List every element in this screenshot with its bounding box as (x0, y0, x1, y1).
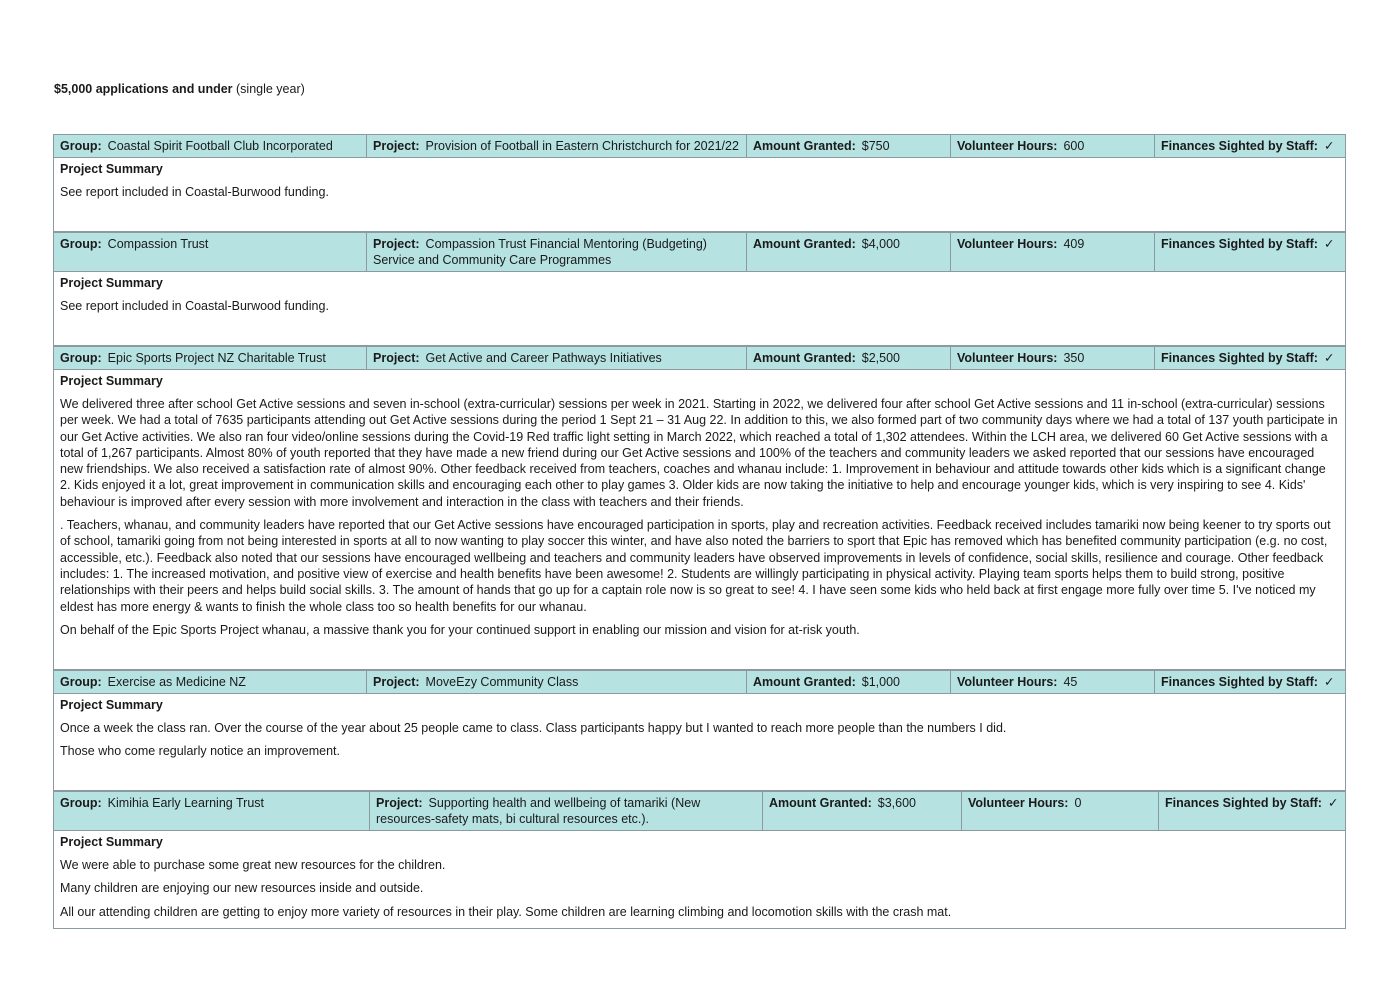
project-value: MoveEzy Community Class (425, 675, 579, 689)
group-cell (54, 347, 367, 369)
volunteer-hours-label: Volunteer Hours: (968, 796, 1069, 810)
finances-sighted-label: Finances Sighted by Staff: (1165, 796, 1322, 810)
volunteer-hours-value: 600 (1063, 139, 1085, 153)
group-label: Group: (60, 351, 102, 365)
summary-paragraph: See report included in Coastal-Burwood funding. (60, 185, 329, 199)
project-summary-title: Project Summary (60, 162, 163, 176)
grant-record (53, 791, 1346, 929)
group-value: Epic Sports Project NZ Charitable Trust (107, 351, 326, 365)
group-cell (54, 233, 367, 271)
summary-paragraph: Once a week the class ran. Over the course of the year about 25 people came to class. Class participants happy but I wanted to reach more people than the numbers I did. (60, 721, 1007, 735)
project-label: Project: (373, 139, 420, 153)
group-label: Group: (60, 237, 102, 251)
group-cell (54, 792, 370, 830)
project-label: Project: (373, 237, 420, 251)
project-cell (367, 135, 747, 157)
project-summary (54, 158, 1345, 200)
project-summary-title: Project Summary (60, 374, 163, 388)
volunteer-hours-label: Volunteer Hours: (957, 675, 1058, 689)
amount-granted-cell (747, 347, 951, 369)
group-label: Group: (60, 139, 102, 153)
project-cell (370, 792, 763, 830)
volunteer-hours-label: Volunteer Hours: (957, 139, 1058, 153)
grant-header-row (54, 792, 1345, 831)
project-summary (54, 831, 1345, 920)
grant-header-row (54, 135, 1345, 158)
project-summary-title: Project Summary (60, 835, 163, 849)
finances-sighted-label: Finances Sighted by Staff: (1161, 139, 1318, 153)
project-summary (54, 272, 1345, 314)
amount-granted-label: Amount Granted: (753, 139, 856, 153)
summary-paragraph: We were able to purchase some great new resources for the children. (60, 858, 446, 872)
group-value: Exercise as Medicine NZ (107, 675, 246, 689)
summary-paragraph: We delivered three after school Get Active sessions and seven in-school (extra-curricular) sessions per week in 2021. Starting in 2022, we delivered four after school Get Active sessions and 11 in-school (extra-curricular) sessions per week. We had a total of 7635 participants attending out Get Active sessions during the period 1 Sept 21 – 31 Aug 22. In addition to this, we also formed part of two community days where we had a total of 137 youth participate in our Get Active activities. We also ran four video/online sessions during the Covid-19 Red traffic light setting in March 2022, which reached a total of 1,302 attendees. Within the LCH area, we delivered 60 Get Active sessions with a total of 1,267 participants. Almost 80% of youth reported that they have made a new friend during our Get Active sessions and 100% of the teachers and community leaders we asked reported that our sessions have encouraged new friendships. We also received a satisfaction rate of almost 90%. Other feedback received from teachers, coaches and whanau include: 1. Improvement in behaviour and attitude towards other kids which is a significant change 2. Kids enjoyed it a lot, great improvement in communication skills and encouraging each other to play games 3. Older kids are now taking the initiative to help and encourage younger kids, which is very inspiring to see 4. Kids' behaviour is improved after every session with more involvement and interaction in the class with teachers and their friends. (60, 397, 1338, 509)
group-cell (54, 135, 367, 157)
summary-paragraph: On behalf of the Epic Sports Project whanau, a massive thank you for your continued support in enabling our mission and vision for at-risk youth. (60, 622, 860, 637)
finances-sighted-value: ✓ (1323, 139, 1335, 153)
finances-sighted-cell (1159, 792, 1345, 830)
grant-record (53, 232, 1346, 346)
group-value: Kimihia Early Learning Trust (107, 796, 264, 810)
amount-granted-cell (763, 792, 962, 830)
grant-header-row (54, 233, 1345, 272)
amount-granted-cell (747, 233, 951, 271)
amount-granted-cell (747, 135, 951, 157)
project-summary-title: Project Summary (60, 698, 163, 712)
project-cell (367, 233, 747, 271)
volunteer-hours-cell (951, 347, 1155, 369)
summary-paragraph: See report included in Coastal-Burwood funding. (60, 299, 329, 313)
volunteer-hours-cell (951, 233, 1155, 271)
grant-record (53, 134, 1346, 232)
amount-granted-value: $750 (861, 139, 890, 153)
project-value: Compassion Trust Financial Mentoring (Budgeting) Service and Community Care Programmes (373, 237, 707, 267)
finances-sighted-cell (1155, 233, 1345, 271)
volunteer-hours-value: 350 (1063, 351, 1085, 365)
finances-sighted-cell (1155, 347, 1345, 369)
grant-header-row (54, 671, 1345, 694)
project-label: Project: (373, 351, 420, 365)
volunteer-hours-cell (962, 792, 1159, 830)
group-label: Group: (60, 675, 102, 689)
project-value: Supporting health and wellbeing of tamariki (New resources-safety mats, bi cultural resources etc.). (376, 796, 701, 826)
volunteer-hours-label: Volunteer Hours: (957, 237, 1058, 251)
summary-paragraph: All our attending children are getting to enjoy more variety of resources in their play. Some children are learning climbing and locomotion skills with the crash mat. (60, 904, 952, 919)
finances-sighted-value: ✓ (1323, 351, 1335, 365)
summary-paragraph: . Teachers, whanau, and community leaders have reported that our Get Active sessions have encouraged participation in sports, play and recreation activities. Feedback received includes tamariki now being keener to try sports out of school, tamariki going from not being interested in sports at all to now wanting to play soccer this winter, and have also noted the barriers to sport that Epic has removed which has benefited community participation (e.g. no cost, accessible, etc.). Feedback also noted that our sessions have encouraged wellbeing and teachers and community leaders have observed improvements in levels of confidence, social skills, resilience and courage. Other feedback includes: 1. The increased motivation, and positive view of exercise and health benefits have been awesome! 2. Students are willingly participating in physical activity. Playing team sports helps them to build strong, positive relationships with their peers and helps build social skills. 3. The amount of hands that go up for a captain role now is so great to see! 4. I have seen some kids who held back at first engage more fully over time 5. I've noticed my eldest has more energy & wants to finish the whole class too so health benefits for our whanau. (60, 518, 1331, 614)
group-label: Group: (60, 796, 102, 810)
amount-granted-value: $2,500 (861, 351, 901, 365)
finances-sighted-cell (1155, 671, 1345, 693)
finances-sighted-value: ✓ (1327, 796, 1339, 810)
volunteer-hours-value: 0 (1074, 796, 1082, 810)
section-heading-note: (single year) (232, 82, 305, 96)
section-heading (54, 81, 305, 97)
finances-sighted-value: ✓ (1323, 675, 1335, 689)
project-value: Provision of Football in Eastern Christchurch for 2021/22 (425, 139, 739, 153)
grant-record (53, 346, 1346, 670)
project-summary (54, 370, 1345, 638)
project-label: Project: (373, 675, 420, 689)
volunteer-hours-cell (951, 135, 1155, 157)
finances-sighted-label: Finances Sighted by Staff: (1161, 237, 1318, 251)
grant-record (53, 670, 1346, 791)
amount-granted-label: Amount Granted: (753, 675, 856, 689)
project-cell (367, 671, 747, 693)
finances-sighted-label: Finances Sighted by Staff: (1161, 351, 1318, 365)
amount-granted-label: Amount Granted: (753, 351, 856, 365)
volunteer-hours-label: Volunteer Hours: (957, 351, 1058, 365)
project-value: Get Active and Career Pathways Initiatives (425, 351, 662, 365)
volunteer-hours-cell (951, 671, 1155, 693)
amount-granted-cell (747, 671, 951, 693)
finances-sighted-label: Finances Sighted by Staff: (1161, 675, 1318, 689)
project-cell (367, 347, 747, 369)
project-label: Project: (376, 796, 423, 810)
summary-paragraph: Those who come regularly notice an improvement. (60, 744, 340, 759)
group-value: Compassion Trust (107, 237, 209, 251)
group-cell (54, 671, 367, 693)
amount-granted-label: Amount Granted: (769, 796, 872, 810)
volunteer-hours-value: 45 (1063, 675, 1078, 689)
section-heading-bold: $5,000 applications and under (54, 82, 233, 96)
summary-paragraph: Many children are enjoying our new resources inside and outside. (60, 881, 424, 896)
finances-sighted-value: ✓ (1323, 237, 1335, 251)
volunteer-hours-value: 409 (1063, 237, 1085, 251)
amount-granted-label: Amount Granted: (753, 237, 856, 251)
amount-granted-value: $3,600 (877, 796, 917, 810)
group-value: Coastal Spirit Football Club Incorporated (107, 139, 333, 153)
amount-granted-value: $1,000 (861, 675, 901, 689)
amount-granted-value: $4,000 (861, 237, 901, 251)
project-summary-title: Project Summary (60, 276, 163, 290)
finances-sighted-cell (1155, 135, 1345, 157)
project-summary (54, 694, 1345, 760)
grant-header-row (54, 347, 1345, 370)
